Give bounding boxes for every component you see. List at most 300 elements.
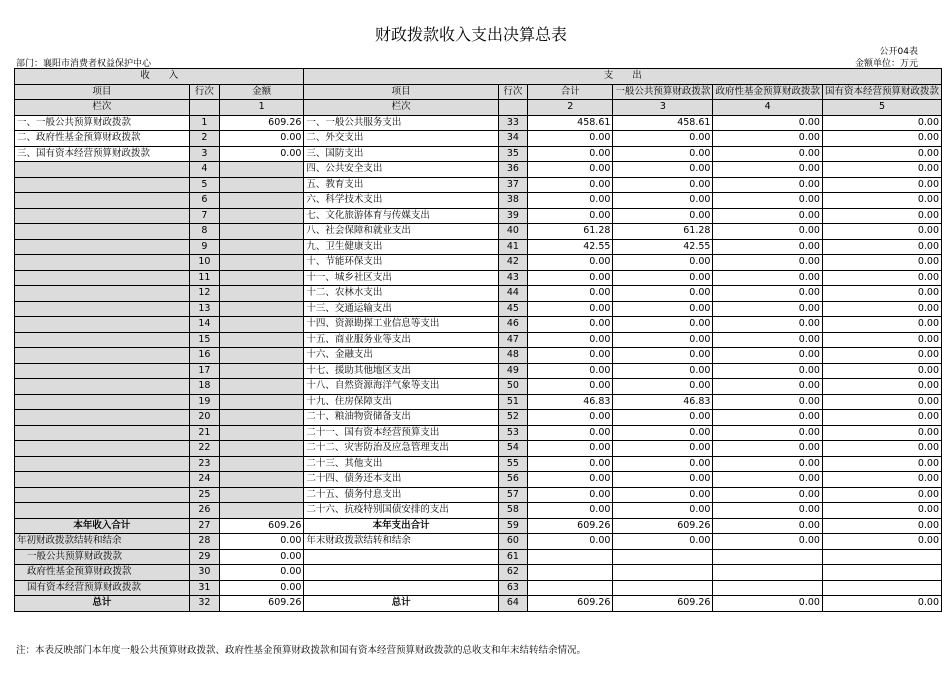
expense-gov-fund: 0.00 (713, 131, 823, 147)
table-row (15, 239, 942, 255)
income-amount (219, 379, 303, 395)
expense-row-no: 37 (498, 177, 527, 193)
col-gov-fund: 政府性基金预算财政拨款 (713, 84, 823, 100)
expense-gov-fund: 0.00 (713, 239, 823, 255)
expense-row-no: 48 (498, 348, 527, 364)
table-row (15, 115, 942, 131)
expense-gov-fund: 0.00 (713, 503, 823, 519)
income-row-no: 6 (189, 193, 219, 209)
expense-state-capital: 0.00 (822, 224, 941, 240)
expense-general-budget: 0.00 (613, 146, 713, 162)
expense-total: 0.00 (528, 456, 613, 472)
expense-item: 十、节能环保支出 (304, 255, 498, 271)
table-row (15, 162, 942, 178)
expense-general-budget: 0.00 (613, 379, 713, 395)
budget-table (14, 68, 942, 612)
income-amount (219, 286, 303, 302)
col-row-no: 行次 (189, 84, 219, 100)
carry-row (15, 565, 942, 581)
income-amount (219, 255, 303, 271)
expense-general-budget: 0.00 (613, 301, 713, 317)
expense-state-capital: 0.00 (822, 379, 941, 395)
table-row (15, 410, 942, 426)
expense-item (304, 549, 498, 565)
carry-row (15, 580, 942, 596)
income-row-no: 15 (189, 332, 219, 348)
expense-state-capital: 0.00 (822, 162, 941, 178)
income-amount (219, 317, 303, 333)
expense-gov-fund (713, 580, 823, 596)
expense-general-budget: 609.26 (613, 518, 713, 534)
expense-state-capital: 0.00 (822, 456, 941, 472)
expense-state-capital: 0.00 (822, 131, 941, 147)
expense-row-no: 61 (498, 549, 527, 565)
expense-gov-fund: 0.00 (713, 270, 823, 286)
expense-general-budget: 0.00 (613, 255, 713, 271)
expense-item: 十五、商业服务业等支出 (304, 332, 498, 348)
expense-row-no: 49 (498, 363, 527, 379)
index-expense-label: 栏次 (304, 100, 498, 116)
income-amount (219, 425, 303, 441)
expense-total: 0.00 (528, 332, 613, 348)
expense-item: 二十三、其他支出 (304, 456, 498, 472)
expense-row-no: 63 (498, 580, 527, 596)
expense-row-no: 57 (498, 487, 527, 503)
index-label: 栏次 (15, 100, 190, 116)
income-amount (219, 208, 303, 224)
income-row-no: 20 (189, 410, 219, 426)
expense-general-budget (613, 549, 713, 565)
expense-gov-fund (713, 565, 823, 581)
expense-row-no: 58 (498, 503, 527, 519)
index-blank (189, 100, 219, 116)
expense-item: 十二、农林水支出 (304, 286, 498, 302)
expense-general-budget: 61.28 (613, 224, 713, 240)
income-amount (219, 270, 303, 286)
expense-total: 0.00 (528, 317, 613, 333)
expense-state-capital: 0.00 (822, 487, 941, 503)
expense-gov-fund: 0.00 (713, 162, 823, 178)
expense-state-capital: 0.00 (822, 410, 941, 426)
col-total: 合计 (528, 84, 613, 100)
grand-total-row (15, 596, 942, 612)
expense-state-capital: 0.00 (822, 332, 941, 348)
expense-row-no: 45 (498, 301, 527, 317)
table-row (15, 193, 942, 209)
expense-row-no: 51 (498, 394, 527, 410)
expense-gov-fund: 0.00 (713, 487, 823, 503)
income-header: 收 入 (15, 69, 304, 85)
expense-general-budget: 0.00 (613, 193, 713, 209)
index-c4: 4 (713, 100, 823, 116)
carry-row (15, 534, 942, 550)
expense-row-no: 64 (498, 596, 527, 612)
expense-state-capital: 0.00 (822, 472, 941, 488)
expense-item: 总计 (304, 596, 498, 612)
expense-row-no: 38 (498, 193, 527, 209)
table-row (15, 425, 942, 441)
income-item: 国有资本经营预算财政拨款 (15, 580, 190, 596)
table-row (15, 503, 942, 519)
income-row-no: 21 (189, 425, 219, 441)
income-amount: 0.00 (219, 146, 303, 162)
income-item (15, 456, 190, 472)
expense-total (528, 565, 613, 581)
expense-gov-fund: 0.00 (713, 394, 823, 410)
expense-item: 十一、城乡社区支出 (304, 270, 498, 286)
income-amount (219, 503, 303, 519)
expense-gov-fund: 0.00 (713, 301, 823, 317)
expense-total: 0.00 (528, 534, 613, 550)
expense-total: 0.00 (528, 193, 613, 209)
expense-item: 十四、资源勘探工业信息等支出 (304, 317, 498, 333)
table-row (15, 394, 942, 410)
income-amount (219, 487, 303, 503)
income-row-no: 2 (189, 131, 219, 147)
expense-gov-fund: 0.00 (713, 208, 823, 224)
expense-total: 0.00 (528, 301, 613, 317)
expense-item: 十九、住房保障支出 (304, 394, 498, 410)
income-item (15, 379, 190, 395)
income-item (15, 410, 190, 426)
income-item (15, 286, 190, 302)
index-row (15, 100, 942, 116)
department-label: 部门：襄阳市消费者权益保护中心 (16, 59, 152, 69)
report-title: 财政拨款收入支出决算总表 (374, 25, 567, 44)
expense-row-no: 60 (498, 534, 527, 550)
expense-item: 二十五、债务付息支出 (304, 487, 498, 503)
income-amount (219, 456, 303, 472)
expense-item: 八、社会保障和就业支出 (304, 224, 498, 240)
income-amount (219, 348, 303, 364)
table-row (15, 177, 942, 193)
expense-gov-fund: 0.00 (713, 363, 823, 379)
expense-state-capital: 0.00 (822, 317, 941, 333)
expense-general-budget: 0.00 (613, 348, 713, 364)
index-c5: 5 (822, 100, 941, 116)
income-row-no: 10 (189, 255, 219, 271)
expense-item: 十七、援助其他地区支出 (304, 363, 498, 379)
income-item (15, 348, 190, 364)
income-item (15, 332, 190, 348)
income-row-no: 18 (189, 379, 219, 395)
expense-state-capital (822, 565, 941, 581)
income-item: 政府性基金预算财政拨款 (15, 565, 190, 581)
expense-general-budget: 0.00 (613, 503, 713, 519)
expense-item: 一、一般公共服务支出 (304, 115, 498, 131)
income-item (15, 255, 190, 271)
expense-row-no: 33 (498, 115, 527, 131)
expense-gov-fund: 0.00 (713, 472, 823, 488)
expense-state-capital: 0.00 (822, 270, 941, 286)
expense-row-no: 62 (498, 565, 527, 581)
expense-state-capital (822, 549, 941, 565)
income-item (15, 317, 190, 333)
expense-state-capital: 0.00 (822, 115, 941, 131)
income-item: 年初财政拨款结转和结余 (15, 534, 190, 550)
income-item (15, 394, 190, 410)
income-row-no: 4 (189, 162, 219, 178)
expense-row-no: 44 (498, 286, 527, 302)
table-row (15, 270, 942, 286)
income-amount (219, 472, 303, 488)
expense-total: 458.61 (528, 115, 613, 131)
income-amount: 0.00 (219, 565, 303, 581)
income-row-no: 8 (189, 224, 219, 240)
expense-item: 本年支出合计 (304, 518, 498, 534)
expense-gov-fund: 0.00 (713, 410, 823, 426)
expense-total: 0.00 (528, 363, 613, 379)
income-item (15, 193, 190, 209)
expense-item: 十八、自然资源海洋气象等支出 (304, 379, 498, 395)
expense-total: 0.00 (528, 146, 613, 162)
income-row-no: 3 (189, 146, 219, 162)
expense-gov-fund: 0.00 (713, 332, 823, 348)
income-row-no: 12 (189, 286, 219, 302)
expense-item: 三、国防支出 (304, 146, 498, 162)
expense-item (304, 580, 498, 596)
income-amount (219, 224, 303, 240)
expense-header: 支 出 (304, 69, 942, 85)
expense-row-no: 55 (498, 456, 527, 472)
expense-state-capital: 0.00 (822, 518, 941, 534)
income-amount: 609.26 (219, 518, 303, 534)
expense-gov-fund: 0.00 (713, 518, 823, 534)
expense-state-capital: 0.00 (822, 177, 941, 193)
expense-gov-fund: 0.00 (713, 534, 823, 550)
table-row (15, 363, 942, 379)
expense-gov-fund: 0.00 (713, 177, 823, 193)
expense-general-budget: 0.00 (613, 534, 713, 550)
expense-state-capital (822, 580, 941, 596)
expense-gov-fund: 0.00 (713, 224, 823, 240)
income-item (15, 503, 190, 519)
income-row-no: 32 (189, 596, 219, 612)
expense-gov-fund: 0.00 (713, 596, 823, 612)
income-amount: 609.26 (219, 596, 303, 612)
income-row-no: 7 (189, 208, 219, 224)
col-item: 项目 (15, 84, 190, 100)
expense-gov-fund: 0.00 (713, 286, 823, 302)
column-header-row (15, 84, 942, 100)
expense-state-capital: 0.00 (822, 534, 941, 550)
expense-row-no: 34 (498, 131, 527, 147)
expense-gov-fund: 0.00 (713, 115, 823, 131)
income-item (15, 224, 190, 240)
col-state-capital: 国有资本经营预算财政拨款 (822, 84, 941, 100)
income-row-no: 31 (189, 580, 219, 596)
income-row-no: 17 (189, 363, 219, 379)
expense-total: 42.55 (528, 239, 613, 255)
income-item: 三、国有资本经营预算财政拨款 (15, 146, 190, 162)
expense-total (528, 549, 613, 565)
income-item: 本年收入合计 (15, 518, 190, 534)
income-amount: 609.26 (219, 115, 303, 131)
expense-gov-fund: 0.00 (713, 193, 823, 209)
income-row-no: 19 (189, 394, 219, 410)
income-row-no: 9 (189, 239, 219, 255)
expense-gov-fund: 0.00 (713, 146, 823, 162)
expense-row-no: 54 (498, 441, 527, 457)
form-code: 公开04表 (879, 47, 918, 57)
income-amount (219, 394, 303, 410)
income-row-no: 27 (189, 518, 219, 534)
expense-total: 0.00 (528, 162, 613, 178)
expense-state-capital: 0.00 (822, 596, 941, 612)
expense-row-no: 40 (498, 224, 527, 240)
income-row-no: 16 (189, 348, 219, 364)
expense-general-budget: 0.00 (613, 472, 713, 488)
expense-row-no: 50 (498, 379, 527, 395)
income-item (15, 239, 190, 255)
income-row-no: 23 (189, 456, 219, 472)
expense-item: 年末财政拨款结转和结余 (304, 534, 498, 550)
index-c3: 3 (613, 100, 713, 116)
expense-state-capital: 0.00 (822, 394, 941, 410)
expense-general-budget: 0.00 (613, 456, 713, 472)
expense-state-capital: 0.00 (822, 146, 941, 162)
footnote: 注：本表反映部门本年度一般公共预算财政拨款、政府性基金预算财政拨款和国有资本经营预算财政拨款的总收支和年末结转结余情况。 (16, 645, 587, 656)
income-amount: 0.00 (219, 580, 303, 596)
income-amount: 0.00 (219, 534, 303, 550)
table-row (15, 379, 942, 395)
expense-total: 0.00 (528, 270, 613, 286)
income-amount: 0.00 (219, 131, 303, 147)
income-row-no: 5 (189, 177, 219, 193)
income-amount (219, 162, 303, 178)
income-item: 一般公共预算财政拨款 (15, 549, 190, 565)
expense-total: 0.00 (528, 503, 613, 519)
income-amount (219, 363, 303, 379)
table-row (15, 224, 942, 240)
totals-row (15, 518, 942, 534)
expense-state-capital: 0.00 (822, 425, 941, 441)
income-item: 总计 (15, 596, 190, 612)
expense-item: 四、公共安全支出 (304, 162, 498, 178)
expense-item: 五、教育支出 (304, 177, 498, 193)
expense-total: 0.00 (528, 131, 613, 147)
income-row-no: 11 (189, 270, 219, 286)
expense-gov-fund: 0.00 (713, 379, 823, 395)
table-row (15, 131, 942, 147)
col-expense-item: 项目 (304, 84, 498, 100)
income-row-no: 30 (189, 565, 219, 581)
table-row (15, 208, 942, 224)
expense-row-no: 47 (498, 332, 527, 348)
expense-total: 0.00 (528, 208, 613, 224)
income-row-no: 24 (189, 472, 219, 488)
income-row-no: 1 (189, 115, 219, 131)
expense-total: 0.00 (528, 348, 613, 364)
income-item (15, 363, 190, 379)
table-row (15, 255, 942, 271)
table-row (15, 332, 942, 348)
expense-state-capital: 0.00 (822, 286, 941, 302)
expense-general-budget: 46.83 (613, 394, 713, 410)
expense-row-no: 43 (498, 270, 527, 286)
expense-total: 609.26 (528, 518, 613, 534)
expense-general-budget: 0.00 (613, 441, 713, 457)
expense-general-budget: 0.00 (613, 487, 713, 503)
expense-state-capital: 0.00 (822, 441, 941, 457)
income-row-no: 22 (189, 441, 219, 457)
table-row (15, 301, 942, 317)
expense-item: 二十六、抗疫特别国债安排的支出 (304, 503, 498, 519)
col-amount: 金额 (219, 84, 303, 100)
expense-gov-fund (713, 549, 823, 565)
table-row (15, 286, 942, 302)
expense-total: 609.26 (528, 596, 613, 612)
expense-row-no: 56 (498, 472, 527, 488)
expense-state-capital: 0.00 (822, 239, 941, 255)
table-row (15, 487, 942, 503)
expense-general-budget: 0.00 (613, 162, 713, 178)
income-item (15, 441, 190, 457)
expense-item: 十三、交通运输支出 (304, 301, 498, 317)
expense-row-no: 46 (498, 317, 527, 333)
expense-gov-fund: 0.00 (713, 456, 823, 472)
expense-state-capital: 0.00 (822, 193, 941, 209)
table-row (15, 348, 942, 364)
col-expense-row-no: 行次 (498, 84, 527, 100)
expense-general-budget: 0.00 (613, 131, 713, 147)
expense-general-budget (613, 580, 713, 596)
income-item (15, 208, 190, 224)
expense-general-budget: 0.00 (613, 363, 713, 379)
table-row (15, 472, 942, 488)
expense-row-no: 42 (498, 255, 527, 271)
expense-item: 二十二、灾害防治及应急管理支出 (304, 441, 498, 457)
expense-general-budget: 0.00 (613, 286, 713, 302)
expense-state-capital: 0.00 (822, 503, 941, 519)
expense-row-no: 53 (498, 425, 527, 441)
income-row-no: 29 (189, 549, 219, 565)
expense-row-no: 59 (498, 518, 527, 534)
expense-item (304, 565, 498, 581)
table-row (15, 456, 942, 472)
income-amount (219, 332, 303, 348)
expense-gov-fund: 0.00 (713, 425, 823, 441)
unit-label: 金额单位：万元 (854, 59, 918, 69)
expense-general-budget: 609.26 (613, 596, 713, 612)
expense-item: 二、外交支出 (304, 131, 498, 147)
expense-item: 七、文化旅游体育与传媒支出 (304, 208, 498, 224)
index-c1: 1 (219, 100, 303, 116)
expense-general-budget: 0.00 (613, 425, 713, 441)
expense-gov-fund: 0.00 (713, 441, 823, 457)
col-general-budget: 一般公共预算财政拨款 (613, 84, 713, 100)
income-item (15, 425, 190, 441)
income-amount (219, 177, 303, 193)
expense-general-budget: 0.00 (613, 270, 713, 286)
income-row-no: 25 (189, 487, 219, 503)
income-row-no: 13 (189, 301, 219, 317)
expense-general-budget (613, 565, 713, 581)
income-amount (219, 239, 303, 255)
expense-general-budget: 0.00 (613, 317, 713, 333)
expense-general-budget: 0.00 (613, 410, 713, 426)
expense-total: 0.00 (528, 286, 613, 302)
expense-item: 二十一、国有资本经营预算支出 (304, 425, 498, 441)
income-item: 一、一般公共预算财政拨款 (15, 115, 190, 131)
expense-row-no: 36 (498, 162, 527, 178)
income-amount: 0.00 (219, 549, 303, 565)
expense-state-capital: 0.00 (822, 348, 941, 364)
income-item (15, 301, 190, 317)
expense-total: 0.00 (528, 487, 613, 503)
section-header-row (15, 69, 942, 85)
expense-total: 0.00 (528, 379, 613, 395)
